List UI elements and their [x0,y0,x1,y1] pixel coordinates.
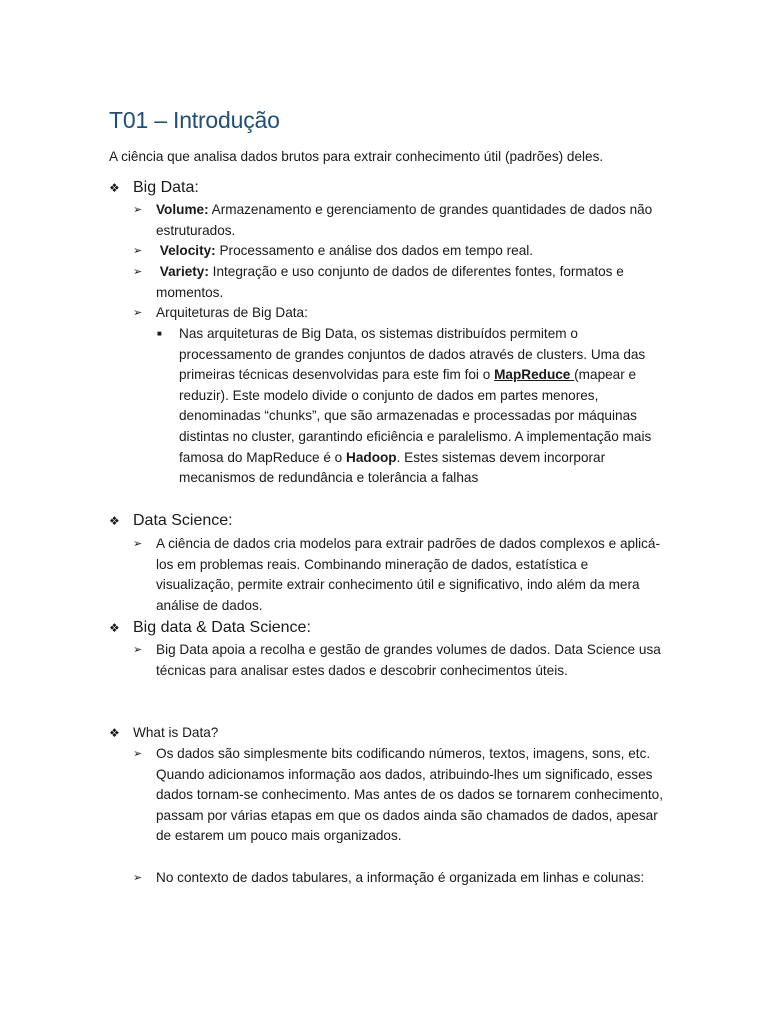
list-item-what-is-data-1 [133,744,668,847]
term-label: Velocity: [159,243,216,258]
section-data-science [109,511,233,531]
arrow-bullet-icon: ➢ [133,644,143,656]
list-item-data-science [133,534,668,616]
section-heading: Big data & Data Science: [133,619,311,636]
paragraph-text: Os dados são simplesmente bits codificando números, textos, imagens, sons, etc. Quando adicionamos informação aos dados, atribuindo-lhes um significado, esses dados tornam-se conhecimento. Mas antes de os dados se tornarem conhecimento, passam por várias etapas em que os dados ainda são chamados de dados, apesar de estarem um pouco mais organizados. [156,746,664,844]
intro-paragraph: A ciência que analisa dados brutos para extrair conhecimento útil (padrões) deles. [109,149,604,164]
section-big-data-and-data-science [109,618,311,638]
term-text: Armazenamento e gerenciamento de grandes quantidades de dados não estruturados. [156,202,653,238]
section-heading: Data Science: [133,512,233,529]
list-item-velocity [133,241,668,262]
diamond-bullet-icon: ❖ [109,514,120,528]
hadoop-term: Hadoop [346,449,397,465]
page-title: T01 – Introdução [109,107,280,133]
arrow-bullet-icon: ➢ [133,307,143,319]
term-text: Processamento e análise dos dados em tempo real. [215,243,534,258]
paragraph-text: . Estes sistemas devem incorporar mecanismos de redundância e tolerância a falhas [179,449,606,486]
term-label: Volume: [156,202,209,217]
arrow-bullet-icon: ➢ [133,204,143,216]
list-item-volume [133,200,668,241]
paragraph-text: Nas arquiteturas de Big Data, os sistemas distribuídos permitem o processamento de grandes conjuntos de dados através de clusters. Uma das primeiras técnicas desenvolvidas para este fim foi o [179,326,646,383]
arrow-bullet-icon: ➢ [133,266,143,278]
architectures-label: Arquiteturas de Big Data: [156,305,308,320]
arrow-bullet-icon: ➢ [133,245,143,257]
list-item-what-is-data-2 [133,868,668,889]
sub-item-architectures-detail [157,324,657,489]
list-item-big-data-ds [133,640,668,681]
paragraph-text: A ciência de dados cria modelos para extrair padrões de dados complexos e aplicá-los em problemas reais. Combinando mineração de dados, estatística e visualização, permite extrair conhecimento útil e significativo, indo além da mera análise de dados. [156,536,661,613]
paragraph-text: No contexto de dados tabulares, a informação é organizada em linhas e colunas: [156,870,645,885]
section-heading: What is Data? [133,725,219,740]
list-item-architectures [133,303,668,324]
term-label: Variety: [159,264,209,279]
section-big-data [109,178,199,198]
diamond-bullet-icon: ❖ [109,181,120,195]
term-text: Integração e uso conjunto de dados de diferentes fontes, formatos e momentos. [156,264,624,300]
arrow-bullet-icon: ➢ [133,748,143,760]
section-heading: Big Data: [133,179,199,196]
arrow-bullet-icon: ➢ [133,872,143,884]
square-bullet-icon: ■ [157,329,162,338]
diamond-bullet-icon: ❖ [109,621,120,635]
mapreduce-term: MapReduce [494,367,575,383]
paragraph-text: (mapear e reduzir). Este modelo divide o conjunto de dados em partes menores, denominadas “chunks”, que são armazenadas e processadas por máquinas distintas no cluster, garantindo eficiência e paralelismo. A implementação mais famosa do MapReduce é o [179,367,652,465]
paragraph-text: Big Data apoia a recolha e gestão de grandes volumes de dados. Data Science usa técnicas para analisar estes dados e descobrir conhecimentos úteis. [156,642,661,678]
diamond-bullet-icon: ❖ [109,726,120,740]
section-what-is-data [109,723,218,743]
arrow-bullet-icon: ➢ [133,538,143,550]
list-item-variety [133,262,668,303]
